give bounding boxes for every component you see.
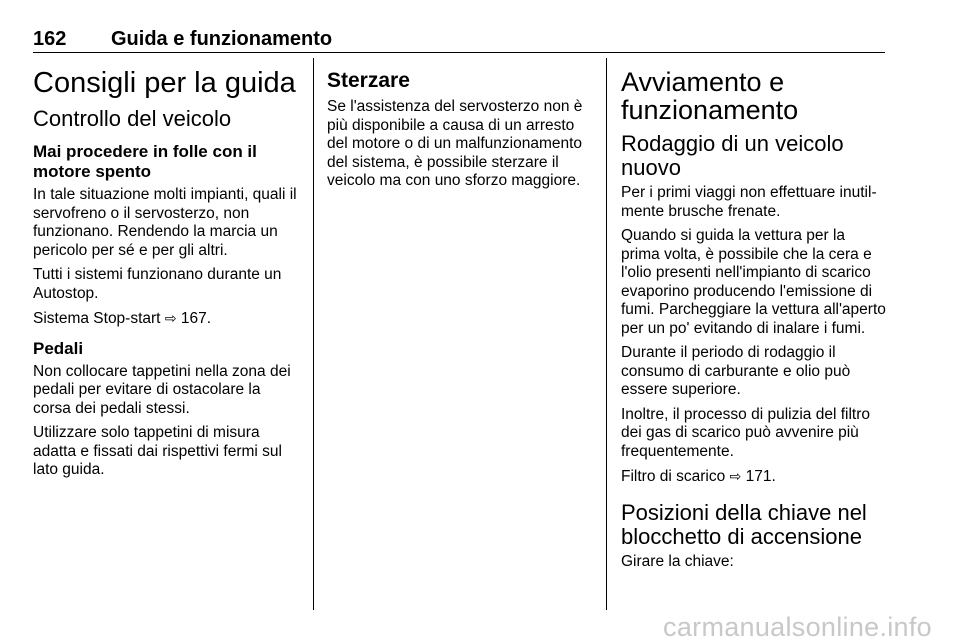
reference-text: Sistema Stop-start — [33, 310, 161, 327]
reference-text: Filtro di scarico — [621, 468, 726, 485]
reference-page: 167. — [180, 310, 212, 327]
column-right — [621, 58, 887, 577]
cross-reference[interactable] — [621, 467, 887, 487]
cross-reference[interactable] — [33, 309, 301, 329]
chapter-title: Consigli per la guida — [33, 67, 296, 99]
paragraph: Quando si guida la vettura per la prima volta, è possibile che la cera e l'olio presenti nell'impianto di scarico evaporino producendo l'emissione di fumi. Parcheggiare la vettura all'aperto per un po' evitando di inalare i fumi. — [621, 227, 886, 337]
paragraph: Inoltre, il processo di pulizia del filtro dei gas di scarico può avvenire più frequentemente. — [621, 405, 870, 460]
paragraph: Per i primi viaggi non effettuare inutilmente brusche frenate. — [621, 184, 877, 220]
column-divider-right — [606, 58, 607, 610]
subsection-title: Posizioni della chiave nel blocchetto di accensione — [621, 499, 867, 549]
page-header — [33, 28, 885, 53]
paragraph: Girare la chiave: — [621, 552, 734, 570]
reference-page: 171. — [745, 468, 776, 485]
section-title: Guida e funzionamento — [111, 28, 333, 50]
watermark-logo: carmanualsonline.info — [663, 612, 932, 642]
column-middle — [327, 58, 592, 197]
paragraph: Tutti i sistemi funzionano durante un Autostop. — [33, 266, 282, 302]
subsection-title: Controllo del veicolo — [33, 106, 232, 131]
chapter-title: Avviamento e funzionamento — [621, 67, 799, 125]
paragraph: Durante il periodo di rodaggio il consumo di carburante e olio può essere superiore. — [621, 344, 851, 398]
page-number: 162 — [33, 28, 67, 50]
subsection-title: Rodaggio di un veicolo nuovo — [621, 131, 844, 180]
paragraph: Utilizzare solo tappetini di misura adatta e fissati dai rispettivi fermi sul lato guida. — [33, 424, 282, 478]
column-divider-left — [313, 58, 314, 610]
paragraph: Non collocare tappetini nella zona dei pedali per evitare di ostacolare la corsa dei pedali stessi. — [33, 362, 291, 417]
reference-arrow-icon: ⇨ — [729, 468, 742, 484]
paragraph: In tale situazione molti impianti, quali il servofreno o il servosterzo, non funzionano. Rendendo la marcia un pericolo per sé e per gli altri. — [33, 186, 297, 259]
paragraph: Se l'assistenza del servosterzo non è più disponibile a causa di un arresto del motore o di un malfunzionamento del sistema, è possibile sterzare il veicolo ma con uno sforzo maggiore. — [327, 98, 583, 189]
heading-sterzare: Sterzare — [327, 69, 410, 92]
column-left — [33, 58, 301, 486]
reference-arrow-icon: ⇨ — [164, 310, 177, 326]
heading-folle: Mai procedere in folle con il motore spento — [33, 142, 257, 181]
heading-pedali: Pedali — [33, 338, 84, 358]
